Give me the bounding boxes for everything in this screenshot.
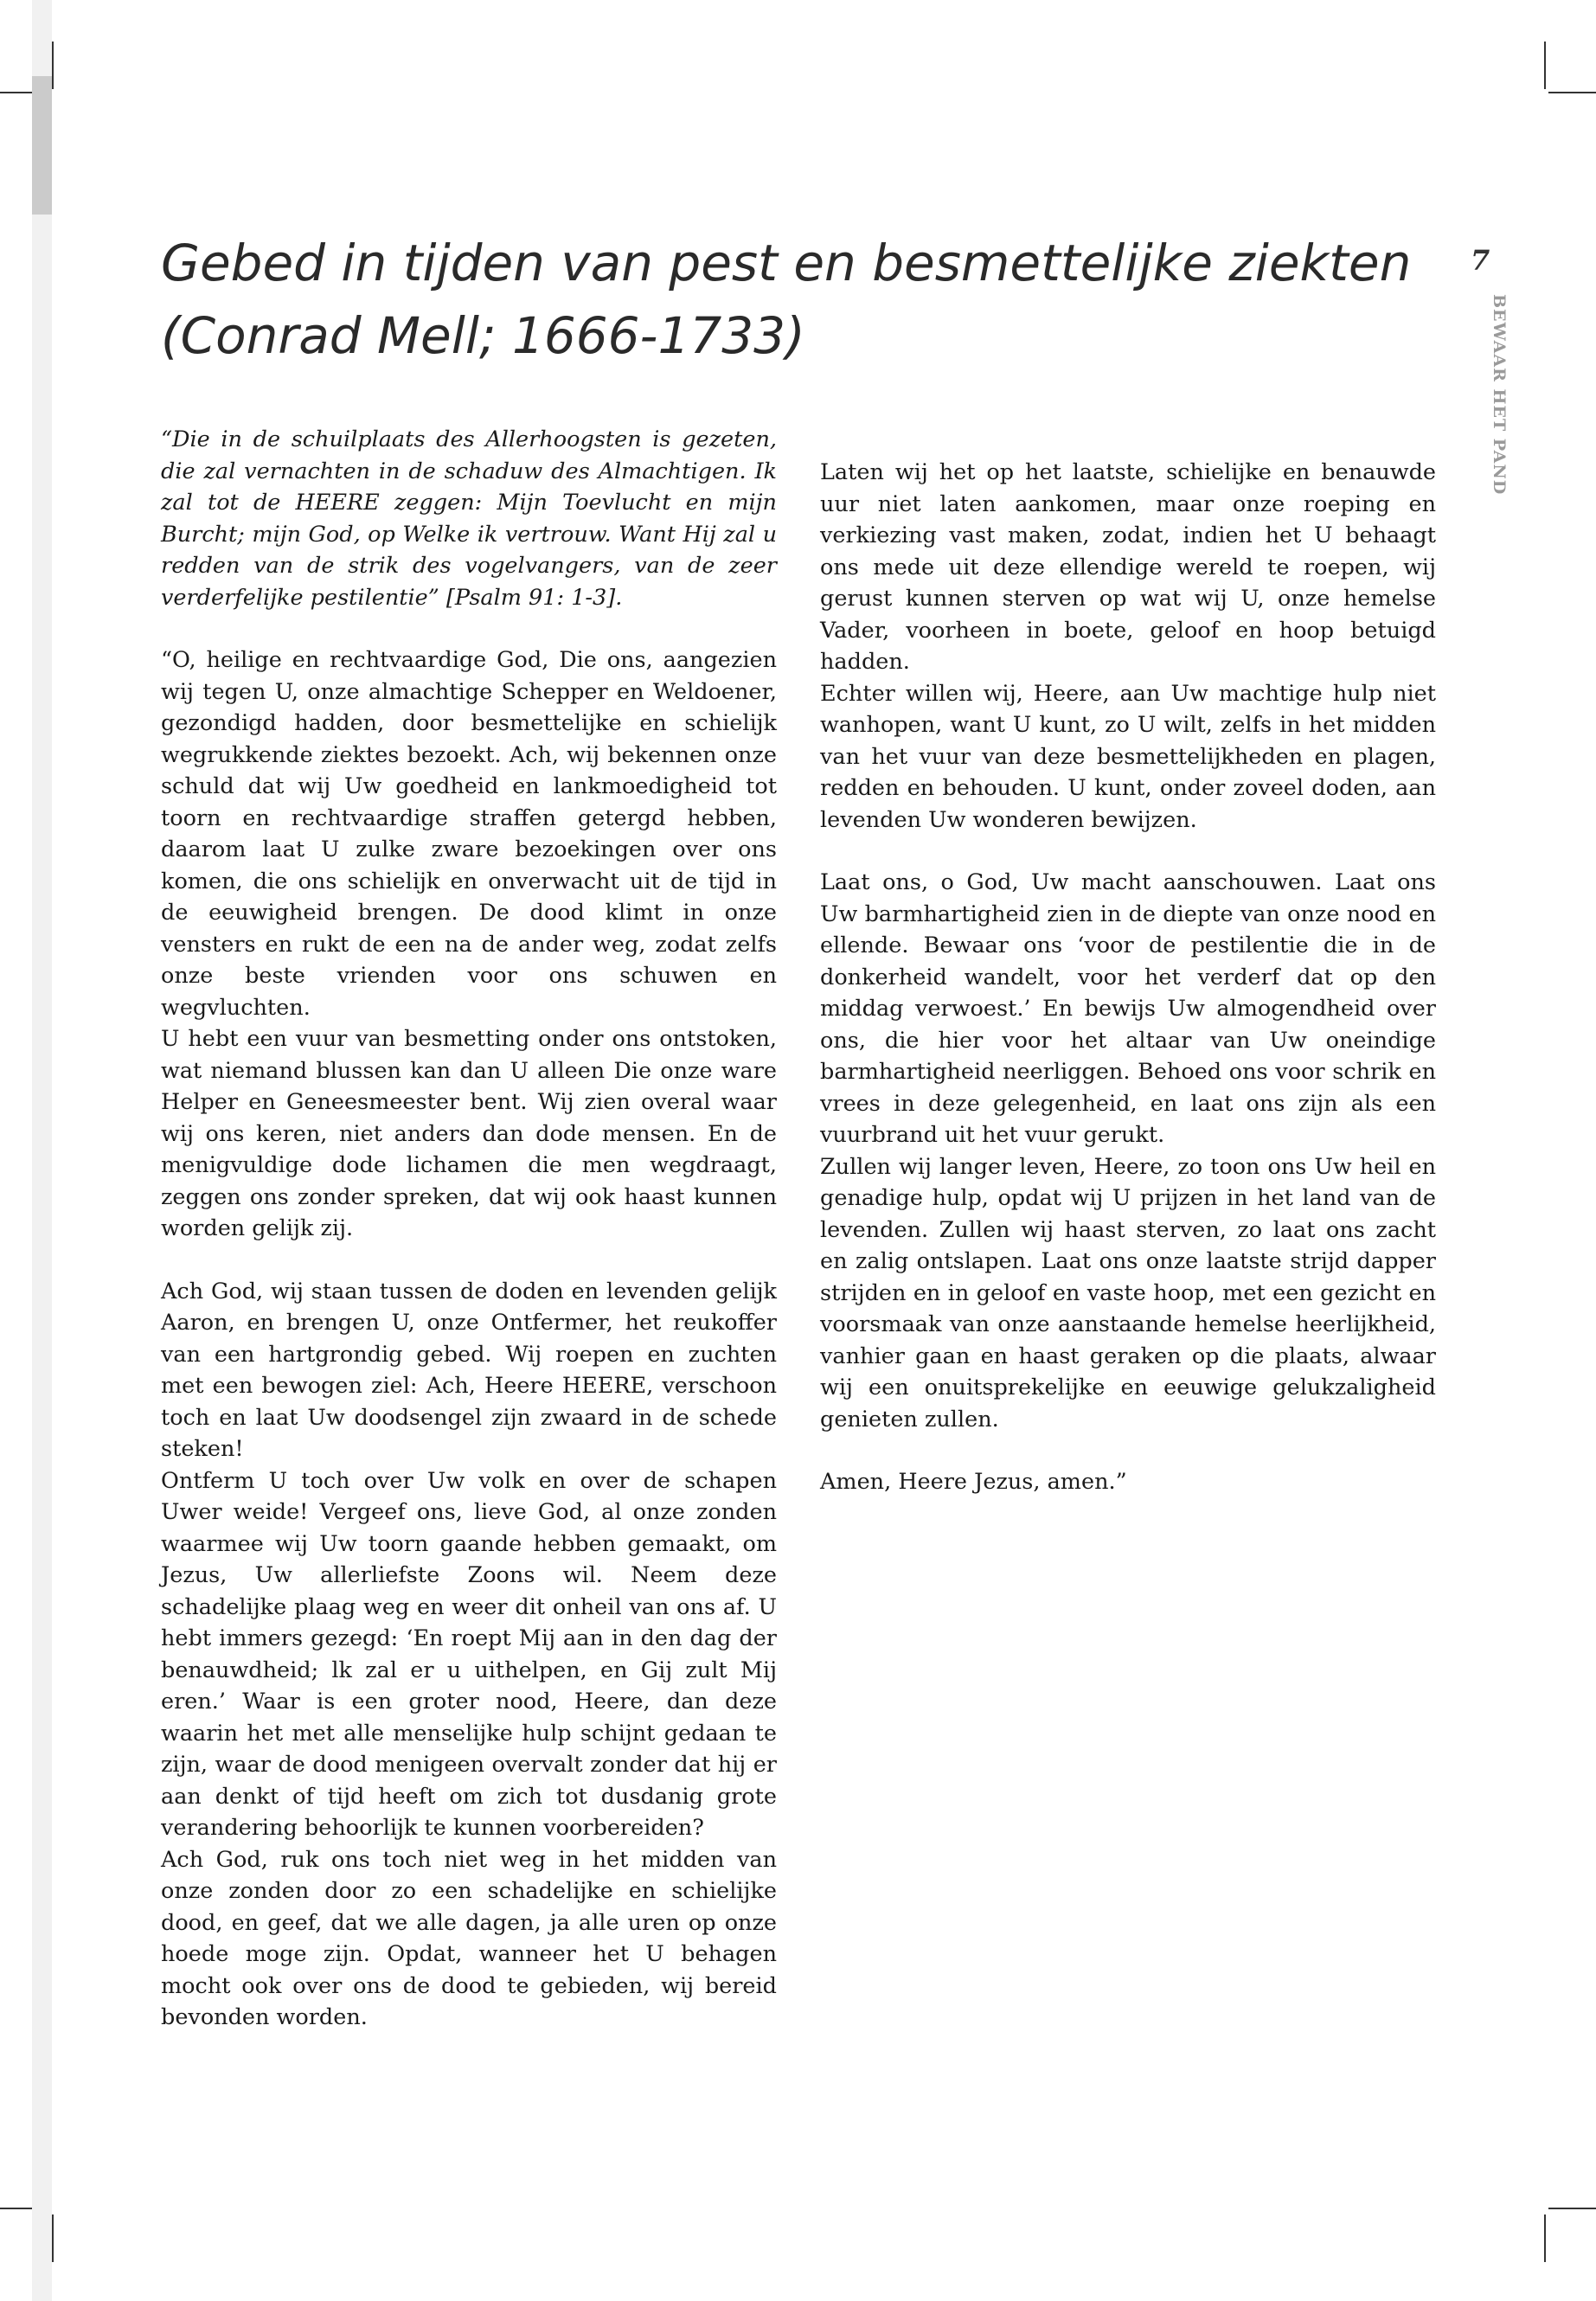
left-column xyxy=(161,424,777,2034)
paragraph: Ach God, wij staan tussen de doden en levenden gelijk Aaron, en brengen U, onze Ontfermer, het reukoffer van een hartgrondig gebed. Wij roepen en zuchten met een bewogen ziel: Ach, Heere HEERE, verschoon toch en laat Uw doodsengel zijn zwaard in de schede steken! xyxy=(161,1278,777,1462)
title-line-2: (Conrad Mell; 1666-1733) xyxy=(161,306,805,365)
paragraph: Ontferm U toch over Uw volk en over de schapen Uwer weide! Vergeef ons, lieve God, al onze zonden waarmee wij Uw toorn gaande hebben gemaakt, om Jezus, Uw allerliefste Zoons wil. Neem deze schadelijke plaag weg en weer dit onheil van ons af. U hebt immers gezegd: ‘En roept Mij aan in den dag der benauwdheid; lk zal er u uithelpen, en Gij zult Mij eren.’ Waar is een groter nood, Heere, dan deze waarin het met alle menselijke hulp schijnt gedaan te zijn, waar de dood menigeen overvalt zonder dat hij er aan denkt of tijd heeft om zich tot dusdanig grote verandering behoorlijk te kunnen voorbereiden? xyxy=(161,1467,777,1841)
page-number: 7 xyxy=(1471,244,1490,277)
paragraph: Laat ons, o God, Uw macht aanschouwen. Laat ons Uw barmhartigheid zien in de diepte van onze nood en ellende. Bewaar ons ‘voor de pestilentie die in de donkerheid wandelt, voor het verderf dat op den middag verwoest.’ En bewijs Uw almogendheid over ons, die hier voor het altaar van Uw oneindige barmhartigheid neerliggen. Behoed ons voor schrik en vrees in deze gelegenheid, en laat ons zijn als een vuurbrand uit het vuur gerukt. xyxy=(820,869,1436,1148)
paragraph: “O, heilige en rechtvaardige God, Die ons, aangezien wij tegen U, onze almachtige Schepper en Weldoener, gezondigd hadden, door besmettelijke en schielijk wegrukkende ziektes bezoekt. Ach, wij bekennen onze schuld dat wij Uw goedheid en lankmoedigheid tot toorn en rechtvaardige straffen getergd hebben, daarom laat U zulke zware bezoekingen over ons komen, die ons schielijk en onverwacht uit de tijd in de eeuwigheid brengen. De dood klimt in onze vensters en rukt de een na de ander weg, zodat zelfs onze beste vrienden voor ons schuwen en wegvluchten. xyxy=(161,647,777,1021)
page-title xyxy=(161,227,1412,372)
paragraph: Laten wij het op het laatste, schielijke en benauwde uur niet laten aankomen, maar onze roeping en verkiezing vast maken, zodat, indien het U behaagt ons mede uit deze ellendige wereld te roepen, wij gerust kunnen sterven op wat wij U, onze hemelse Vader, voorheen in boete, geloof en hoop betuigd hadden. xyxy=(820,459,1436,675)
margin-rail-tab xyxy=(32,76,52,215)
crop-mark xyxy=(1544,42,1546,89)
crop-mark xyxy=(52,42,54,89)
paragraph: Amen, Heere Jezus, amen.” xyxy=(820,1469,1127,1495)
scripture-quote: “Die in de schuilplaats des Allerhoogsten is gezeten, die zal vernachten in de schaduw des Almachtigen. Ik zal tot de HEERE zeggen: Mijn Toevlucht en mijn Burcht; mijn God, op Welke ik vertrouw. Want Hij zal u redden van de strik des vogelvangers, van de zeer verderfelijke pestilentie” [Psalm 91: 1-3]. xyxy=(161,426,777,611)
paragraph: Ach God, ruk ons toch niet weg in het midden van onze zonden door zo een schadelijke en schielijke dood, en geef, dat we alle dagen, ja alle uren op onze hoede moge zijn. Opdat, wanneer het U behagen mocht ook over ons de dood te gebieden, wij bereid bevonden worden. xyxy=(161,1846,777,2030)
title-line-1: Gebed in tijden van pest en besmettelijke ziekten xyxy=(161,234,1412,292)
paragraph: Echter willen wij, Heere, aan Uw machtige hulp niet wanhopen, want U kunt, zo U wilt, zelfs in het midden van het vuur van deze besmettelijkheden en plagen, redden en behouden. U kunt, onder zoveel doden, aan levenden Uw wonderen bewijzen. xyxy=(820,680,1436,833)
paragraph: Zullen wij langer leven, Heere, zo toon ons Uw heil en genadige hulp, opdat wij U prijzen in het land van de levenden. Zullen wij haast sterven, zo laat ons zacht en zalig ontslapen. Laat ons onze laatste strijd dapper strijden en in geloof en vaste hoop, met een gezicht en voorsmaak van onze aanstaande hemelse heerlijkheid, vanhier gaan en haast geraken op die plaats, alwaar wij een onuitsprekelijke en eeuwige gelukzaligheid genieten zullen. xyxy=(820,1153,1436,1433)
crop-mark xyxy=(52,2214,54,2262)
running-head: BEWAAR HET PAND xyxy=(1490,294,1509,496)
margin-rail xyxy=(32,0,52,2301)
paragraph: U hebt een vuur van besmetting onder ons ontstoken, wat niemand blussen kan dan U alleen Die onze ware Helper en Geneesmeester bent. Wij zien overal waar wij ons keren, niet anders dan dode mensen. En de menigvuldige dode lichamen die men wegdraagt, zeggen ons zonder spreken, dat wij ook haast kunnen worden gelijk zij. xyxy=(161,1026,777,1241)
right-column xyxy=(820,457,1436,1498)
crop-mark xyxy=(1548,2208,1596,2209)
crop-mark xyxy=(1548,92,1596,93)
crop-mark xyxy=(1544,2214,1546,2262)
